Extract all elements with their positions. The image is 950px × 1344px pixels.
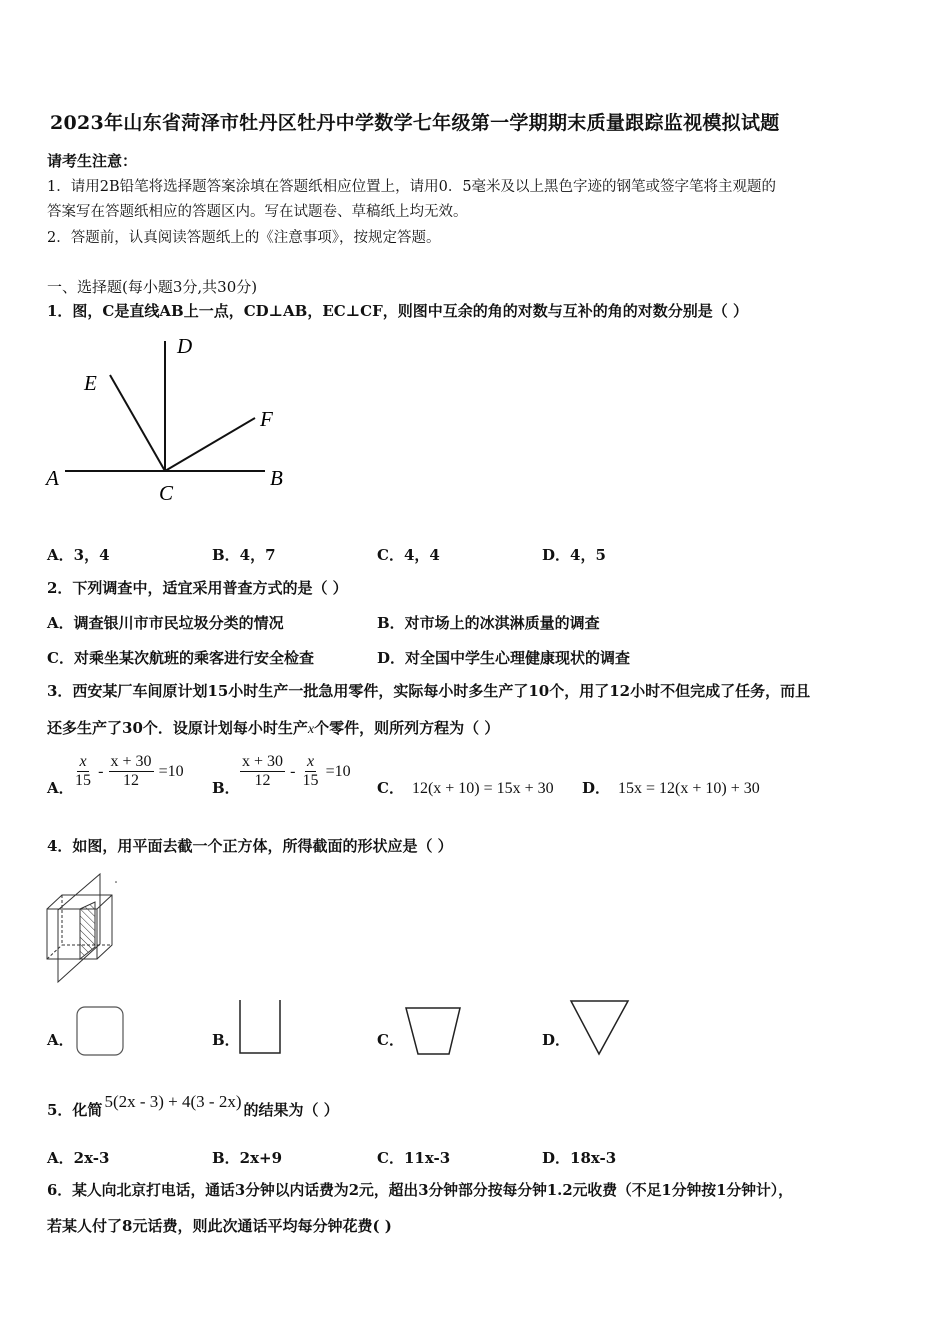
notice-heading: 请考生注意： bbox=[47, 152, 138, 170]
notice-line-1: 1．请用2B铅笔将选择题答案涂填在答题纸相应位置上，请用0．5毫米及以上黑色字迹的钢笔或签字笔将主观题的 bbox=[47, 179, 777, 195]
label-a: A bbox=[46, 466, 59, 490]
q1-option-c[interactable]: C．4，4 bbox=[377, 546, 440, 564]
q5-stem: 5．化简 5(2x - 3) + 4(3 - 2x) 的结果为（ ） bbox=[47, 1092, 339, 1119]
rounded-square-icon bbox=[77, 1007, 123, 1055]
var-x: x bbox=[307, 722, 315, 737]
q3-option-c[interactable]: C． 12(x + 10) = 15x + 30 bbox=[377, 779, 554, 797]
q3-expr-c: 12(x + 10) = 15x + 30 bbox=[411, 780, 554, 797]
q3-stem-line-1: 3．西安某厂车间原计划15小时生产一批急用零件，实际每小时多生产了10个，用了12小时不但完成了任务，而且 bbox=[47, 682, 811, 700]
q3-option-a[interactable]: A． bbox=[47, 779, 74, 797]
notice-line-3: 2．答题前，认真阅读答题纸上的《注意事项》，按规定答题。 bbox=[47, 230, 441, 246]
q4-shape-a bbox=[75, 1005, 127, 1057]
q3-expr-d: 15x = 12(x + 10) + 30 bbox=[618, 780, 760, 797]
q5-option-c[interactable]: C．11x-3 bbox=[377, 1149, 451, 1167]
q3-option-b[interactable]: B． bbox=[212, 779, 240, 797]
q3-expr-b: $\frac{x + 30}{12}$ - $\frac{x}{15}$ =10 bbox=[242, 753, 351, 789]
q2-option-a[interactable]: A．调查银川市市民垃圾分类的情况 bbox=[47, 614, 284, 632]
q2-option-b[interactable]: B．对市场上的冰淇淋质量的调查 bbox=[377, 614, 600, 632]
q5-option-b[interactable]: B．2x+9 bbox=[212, 1149, 283, 1167]
label-d: D bbox=[177, 334, 193, 358]
q3-option-d[interactable]: D． 15x = 12(x + 10) + 30 bbox=[582, 779, 760, 797]
exam-title: 2023年山东省菏泽市牡丹区牡丹中学数学七年级第一学期期末质量跟踪监视模拟试题 bbox=[50, 112, 780, 134]
q4-option-b[interactable]: B． bbox=[212, 1031, 240, 1049]
q5-option-a[interactable]: A．2x-3 bbox=[47, 1149, 110, 1167]
q4-option-c[interactable]: C． bbox=[377, 1031, 404, 1049]
q3-stem-line-2: 还多生产了30个．设原计划每小时生产x个零件，则所列方程为（ ） bbox=[47, 719, 500, 737]
q6-stem-line-1: 6．某人向北京打电话，通话3分钟以内话费为2元，超出3分钟部分按每分钟1.2元收费（不足1分钟按1分钟计）， bbox=[47, 1182, 793, 1199]
label-e: E bbox=[84, 371, 97, 395]
q3-expr-a: $\frac{x}{15}$ - $\frac{x + 30}{12}$ =10 bbox=[75, 753, 184, 789]
q4-stem: 4．如图，用平面去截一个正方体，所得截面的形状应是（ ） bbox=[47, 837, 453, 855]
section-heading: 一、选择题(每小题3分,共30分) bbox=[47, 278, 258, 296]
inverted-triangle-icon bbox=[571, 1001, 628, 1054]
trapezoid-icon bbox=[406, 1008, 460, 1054]
label-b: B bbox=[270, 466, 283, 490]
q4-option-d[interactable]: D． bbox=[542, 1031, 571, 1049]
q2-stem: 2．下列调查中，适宜采用普查方式的是（ ） bbox=[47, 579, 348, 597]
q6-stem-line-2: 若某人付了8元话费，则此次通话平均每分钟花费( ) bbox=[47, 1217, 392, 1235]
q4-shape-c bbox=[402, 1005, 464, 1057]
ray-cf bbox=[165, 418, 255, 471]
q1-figure bbox=[40, 330, 320, 510]
q1-stem: 1．图，C是直线AB上一点，CD⊥AB，EC⊥CF，则图中互余的角的对数与互补的角的对数分别是（ ） bbox=[47, 302, 748, 320]
label-c: C bbox=[159, 481, 174, 505]
q4-shape-b bbox=[236, 998, 286, 1058]
open-rectangle-icon bbox=[240, 1000, 280, 1053]
notice-line-2: 答案写在答题纸相应的答题区内。写在试题卷、草稿纸上均无效。 bbox=[47, 204, 468, 220]
q2-option-d[interactable]: D．对全国中学生心理健康现状的调查 bbox=[377, 649, 631, 667]
q4-shape-d bbox=[568, 998, 632, 1058]
q1-option-b[interactable]: B．4，7 bbox=[212, 546, 276, 564]
q1-option-d[interactable]: D．4，5 bbox=[542, 546, 606, 564]
q5-expression: 5(2x - 3) + 4(3 - 2x) bbox=[104, 1092, 242, 1111]
q1-option-a[interactable]: A．3，4 bbox=[47, 546, 110, 564]
q5-option-d[interactable]: D．18x-3 bbox=[542, 1149, 617, 1167]
q2-option-c[interactable]: C．对乘坐某次航班的乘客进行安全检查 bbox=[47, 649, 314, 667]
q4-option-a[interactable]: A． bbox=[47, 1031, 74, 1049]
q4-cube-figure bbox=[40, 862, 130, 990]
ray-ce bbox=[110, 375, 165, 471]
label-f: F bbox=[260, 407, 273, 431]
